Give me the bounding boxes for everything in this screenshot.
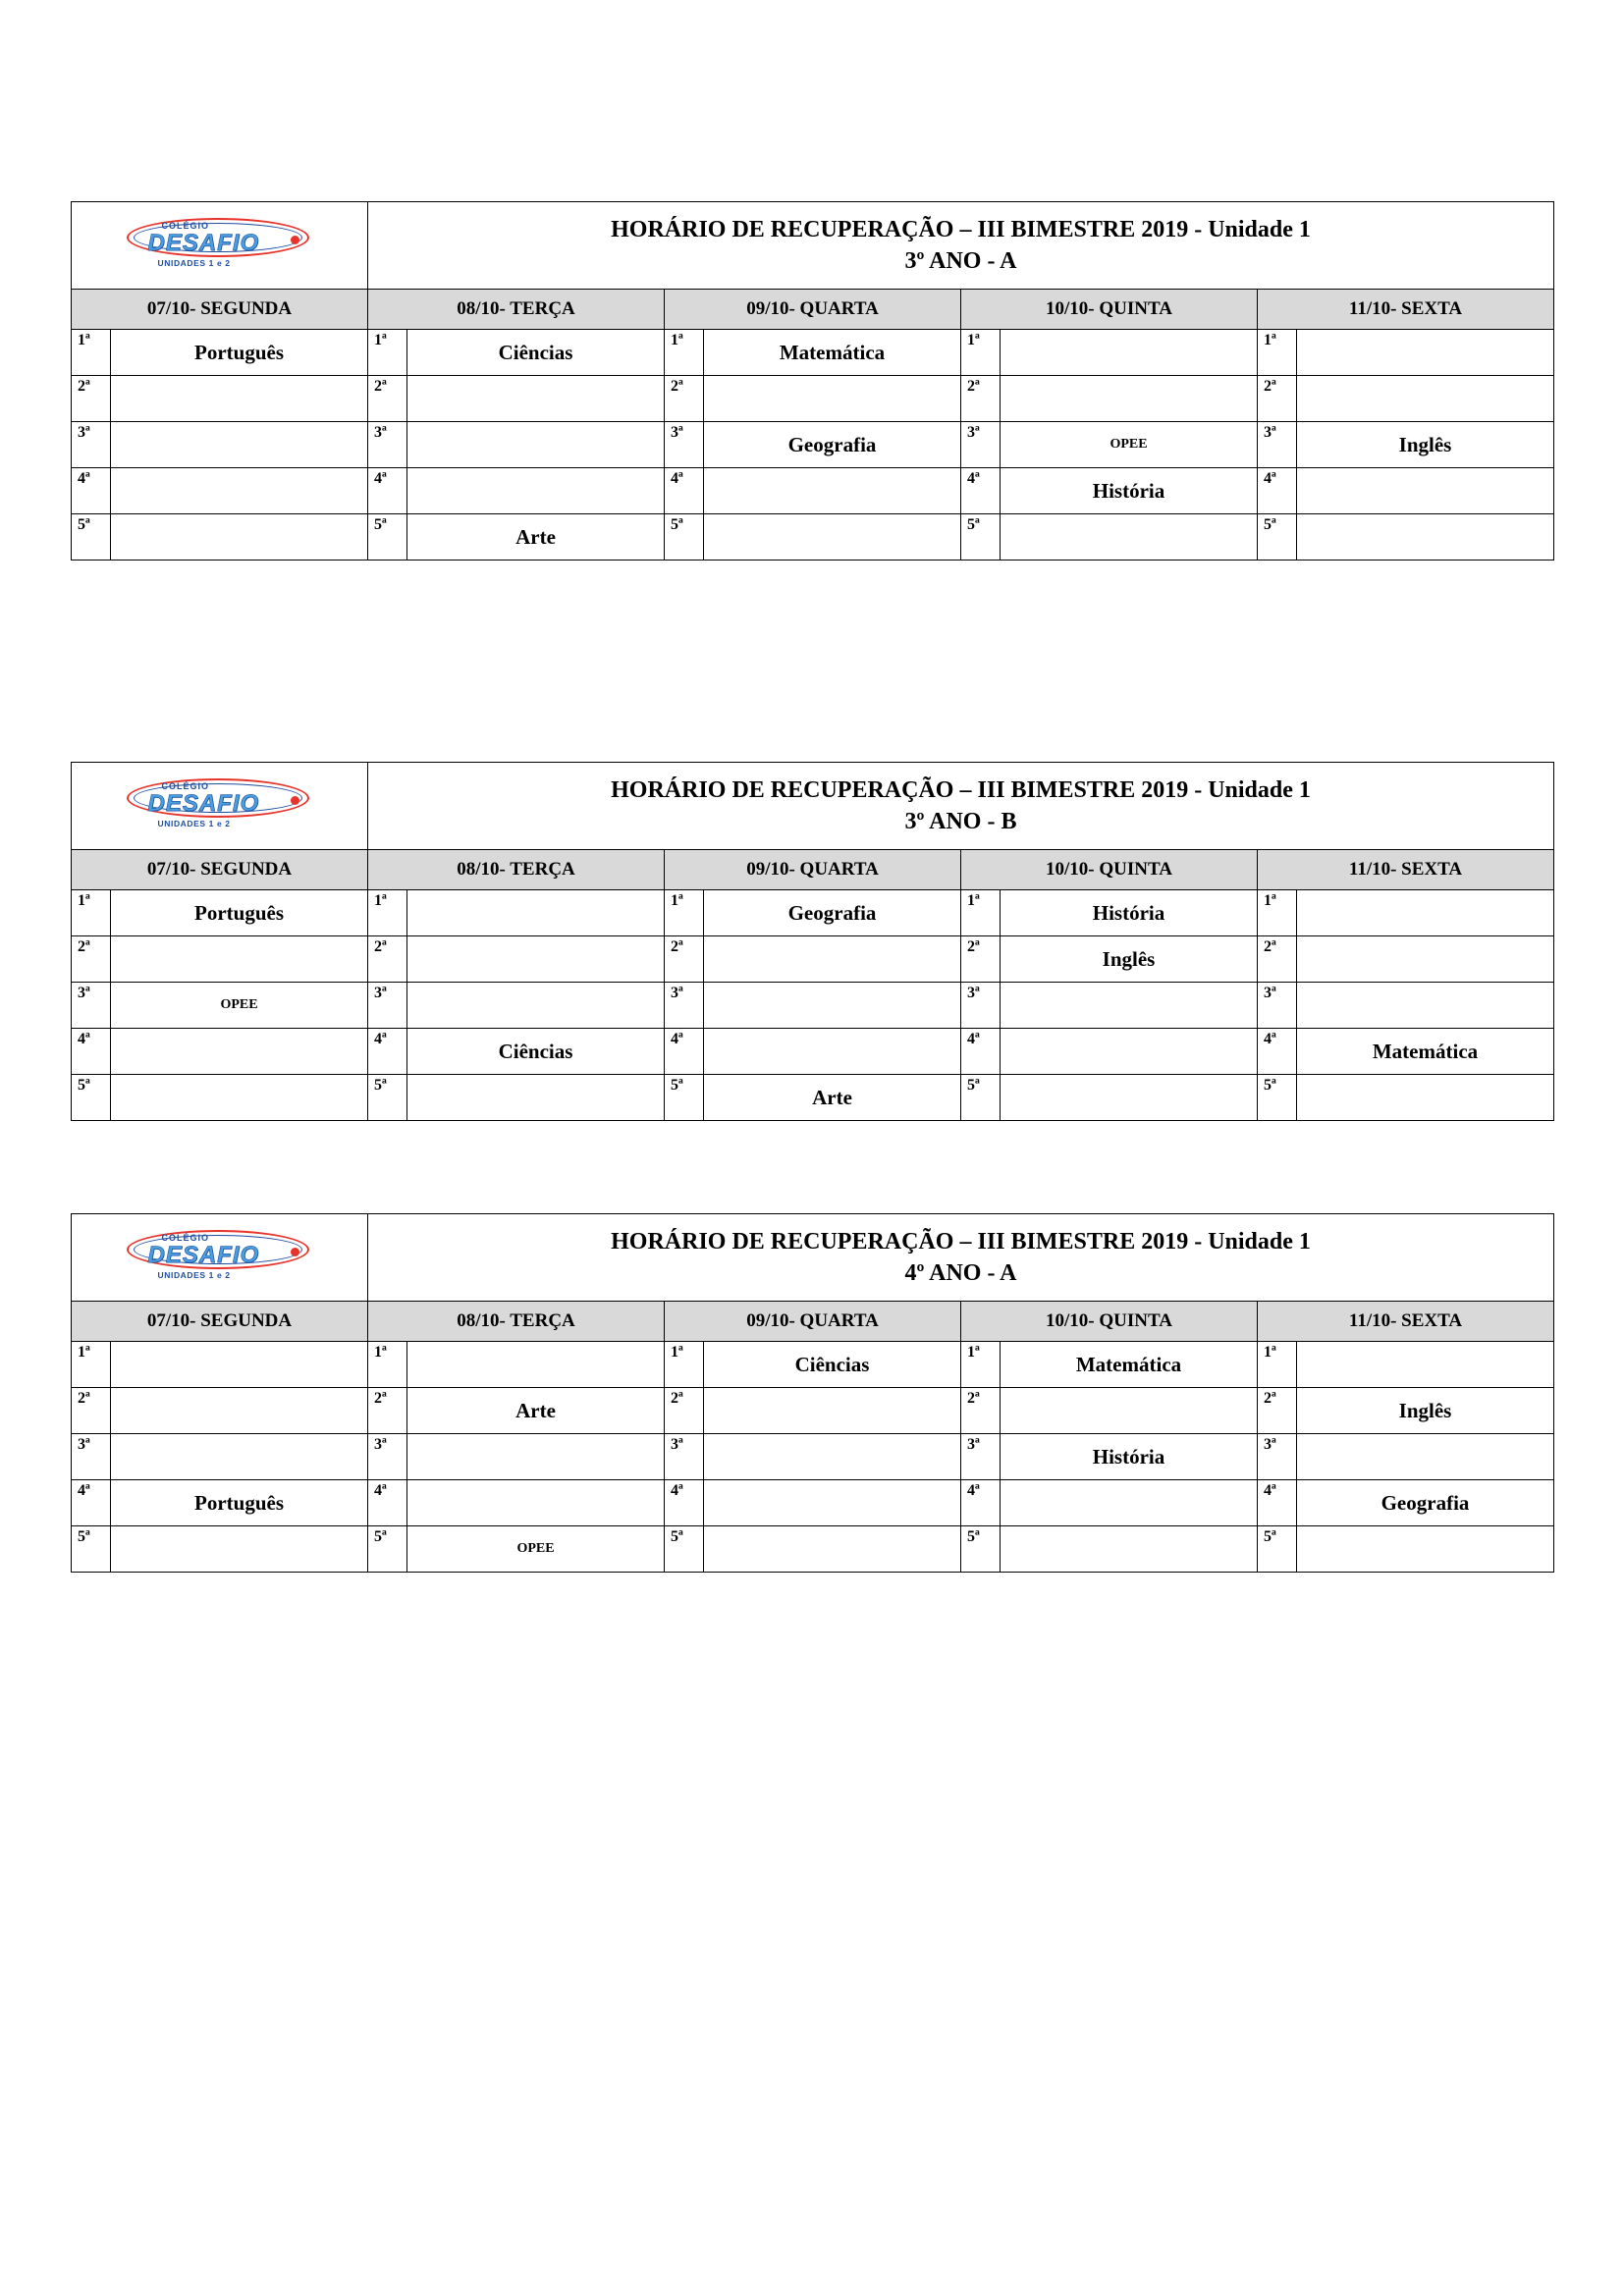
day-header-wednesday: 09/10- QUARTA <box>665 850 961 890</box>
subject-cell <box>704 1388 961 1434</box>
subject-cell <box>407 1434 665 1480</box>
title-line-2: 3º ANO - B <box>904 809 1017 834</box>
slot-label: 1ª <box>368 890 407 936</box>
table-title-row <box>72 202 1554 290</box>
subject-cell: Arte <box>407 1388 665 1434</box>
subject-cell: Matemática <box>1001 1342 1258 1388</box>
slot-label: 4ª <box>72 468 111 514</box>
slot-label: 1ª <box>72 1342 111 1388</box>
table-row <box>72 468 1554 514</box>
subject-cell <box>1297 1526 1554 1573</box>
table-row <box>72 330 1554 376</box>
subject-cell <box>1297 1342 1554 1388</box>
slot-label: 4ª <box>665 1029 704 1075</box>
title-line-1: HORÁRIO DE RECUPERAÇÃO – III BIMESTRE 2019 - Unidade 1 <box>611 776 1311 803</box>
school-logo <box>72 763 368 850</box>
slot-label: 3ª <box>1258 983 1297 1029</box>
slot-label: 1ª <box>665 330 704 376</box>
slot-label: 3ª <box>1258 422 1297 468</box>
slot-label: 1ª <box>665 1342 704 1388</box>
subject-cell <box>704 1434 961 1480</box>
subject-cell: Português <box>111 890 368 936</box>
slot-label: 1ª <box>961 330 1001 376</box>
table-row <box>72 1480 1554 1526</box>
page-title <box>368 1214 1554 1302</box>
subject-cell <box>111 936 368 983</box>
slot-label: 5ª <box>961 1075 1001 1121</box>
slot-label: 5ª <box>368 1526 407 1573</box>
slot-label: 5ª <box>368 1075 407 1121</box>
subject-cell: OPEE <box>407 1526 665 1573</box>
slot-label: 3ª <box>961 1434 1001 1480</box>
slot-label: 5ª <box>1258 1526 1297 1573</box>
slot-label: 4ª <box>961 1029 1001 1075</box>
day-header-thursday: 10/10- QUINTA <box>961 290 1258 330</box>
subject-cell <box>111 1388 368 1434</box>
subject-cell: Matemática <box>1297 1029 1554 1075</box>
slot-label: 4ª <box>1258 468 1297 514</box>
subject-cell <box>704 983 961 1029</box>
subject-cell: Inglês <box>1297 422 1554 468</box>
subject-cell <box>407 1480 665 1526</box>
subject-cell <box>407 890 665 936</box>
subject-cell <box>1001 514 1258 561</box>
logo-dot-icon <box>291 796 299 805</box>
subject-cell <box>1001 1075 1258 1121</box>
day-header-monday: 07/10- SEGUNDA <box>72 290 368 330</box>
subject-cell: Geografia <box>1297 1480 1554 1526</box>
logo-dot-icon <box>291 236 299 244</box>
slot-label: 1ª <box>368 1342 407 1388</box>
slot-label: 3ª <box>368 1434 407 1480</box>
logo-colegio-text: COLÉGIO <box>161 1232 210 1243</box>
subject-cell <box>111 514 368 561</box>
slot-label: 1ª <box>1258 890 1297 936</box>
slot-label: 5ª <box>665 514 704 561</box>
subject-cell <box>1001 1526 1258 1573</box>
subject-cell <box>407 936 665 983</box>
table-row <box>72 1342 1554 1388</box>
subject-cell <box>1001 1480 1258 1526</box>
day-header-friday: 11/10- SEXTA <box>1258 850 1554 890</box>
slot-label: 2ª <box>368 936 407 983</box>
logo-unidades-text: UNIDADES 1 e 2 <box>157 1269 231 1280</box>
day-header-friday: 11/10- SEXTA <box>1258 1302 1554 1342</box>
slot-label: 2ª <box>961 1388 1001 1434</box>
subject-cell <box>1001 376 1258 422</box>
slot-label: 3ª <box>961 983 1001 1029</box>
logo-desafio-text: DESAFIO <box>147 229 260 256</box>
table-row <box>72 936 1554 983</box>
day-header-thursday: 10/10- QUINTA <box>961 1302 1258 1342</box>
slot-label: 2ª <box>665 936 704 983</box>
subject-cell <box>704 1029 961 1075</box>
subject-cell: Inglês <box>1001 936 1258 983</box>
subject-cell: Geografia <box>704 422 961 468</box>
subject-cell: Matemática <box>704 330 961 376</box>
slot-label: 1ª <box>665 890 704 936</box>
subject-cell <box>1001 330 1258 376</box>
subject-cell <box>1297 1434 1554 1480</box>
day-header-row <box>72 1302 1554 1342</box>
slot-label: 5ª <box>961 514 1001 561</box>
table-row <box>72 1434 1554 1480</box>
slot-label: 3ª <box>665 1434 704 1480</box>
day-header-tuesday: 08/10- TERÇA <box>368 1302 665 1342</box>
slot-label: 3ª <box>961 422 1001 468</box>
table-row <box>72 1388 1554 1434</box>
day-header-monday: 07/10- SEGUNDA <box>72 1302 368 1342</box>
logo-colegio-text: COLÉGIO <box>161 220 210 231</box>
subject-cell <box>1297 890 1554 936</box>
school-logo <box>72 202 368 290</box>
logo-desafio-text: DESAFIO <box>147 789 260 817</box>
subject-cell: Português <box>111 1480 368 1526</box>
schedule-table <box>71 762 1554 1121</box>
subject-cell <box>1297 468 1554 514</box>
slot-label: 4ª <box>368 1029 407 1075</box>
slot-label: 1ª <box>1258 1342 1297 1388</box>
subject-cell <box>704 514 961 561</box>
slot-label: 3ª <box>72 422 111 468</box>
subject-cell: Ciências <box>407 330 665 376</box>
schedule-block-3ano-b <box>71 762 1553 1121</box>
schedule-table <box>71 1213 1554 1573</box>
subject-cell <box>111 1342 368 1388</box>
slot-label: 4ª <box>1258 1029 1297 1075</box>
title-line-1: HORÁRIO DE RECUPERAÇÃO – III BIMESTRE 2019 - Unidade 1 <box>611 216 1311 242</box>
subject-cell <box>704 468 961 514</box>
subject-cell <box>111 422 368 468</box>
subject-cell <box>407 983 665 1029</box>
subject-cell: Arte <box>407 514 665 561</box>
subject-cell <box>407 376 665 422</box>
slot-label: 5ª <box>72 1075 111 1121</box>
subject-cell <box>407 1342 665 1388</box>
slot-label: 2ª <box>368 1388 407 1434</box>
subject-cell <box>704 936 961 983</box>
slot-label: 4ª <box>72 1480 111 1526</box>
title-line-2: 4º ANO - A <box>904 1260 1017 1286</box>
slot-label: 2ª <box>1258 936 1297 983</box>
subject-cell: Ciências <box>407 1029 665 1075</box>
slot-label: 3ª <box>72 1434 111 1480</box>
page-title <box>368 202 1554 290</box>
subject-cell: OPEE <box>1001 422 1258 468</box>
subject-cell <box>1297 1075 1554 1121</box>
day-header-wednesday: 09/10- QUARTA <box>665 1302 961 1342</box>
slot-label: 4ª <box>961 468 1001 514</box>
day-header-row <box>72 290 1554 330</box>
subject-cell <box>111 468 368 514</box>
subject-cell: História <box>1001 1434 1258 1480</box>
subject-cell: Português <box>111 330 368 376</box>
slot-label: 4ª <box>368 468 407 514</box>
slot-label: 3ª <box>665 422 704 468</box>
slot-label: 2ª <box>961 376 1001 422</box>
table-row <box>72 1075 1554 1121</box>
subject-cell <box>1001 1029 1258 1075</box>
slot-label: 3ª <box>368 422 407 468</box>
table-row <box>72 376 1554 422</box>
slot-label: 1ª <box>368 330 407 376</box>
subject-cell <box>111 1029 368 1075</box>
slot-label: 5ª <box>961 1526 1001 1573</box>
subject-cell <box>1297 936 1554 983</box>
logo-unidades-text: UNIDADES 1 e 2 <box>157 818 231 828</box>
subject-cell <box>704 376 961 422</box>
slot-label: 3ª <box>1258 1434 1297 1480</box>
slot-label: 2ª <box>368 376 407 422</box>
slot-label: 1ª <box>72 330 111 376</box>
slot-label: 1ª <box>72 890 111 936</box>
subject-cell <box>111 1075 368 1121</box>
slot-label: 2ª <box>72 936 111 983</box>
title-line-1: HORÁRIO DE RECUPERAÇÃO – III BIMESTRE 2019 - Unidade 1 <box>611 1228 1311 1255</box>
slot-label: 5ª <box>1258 514 1297 561</box>
day-header-tuesday: 08/10- TERÇA <box>368 850 665 890</box>
subject-cell <box>1001 1388 1258 1434</box>
table-row <box>72 983 1554 1029</box>
slot-label: 1ª <box>1258 330 1297 376</box>
table-title-row <box>72 1214 1554 1302</box>
slot-label: 3ª <box>368 983 407 1029</box>
schedule-block-3ano-a <box>71 201 1553 561</box>
day-header-monday: 07/10- SEGUNDA <box>72 850 368 890</box>
subject-cell: Geografia <box>704 890 961 936</box>
slot-label: 4ª <box>665 1480 704 1526</box>
subject-cell: História <box>1001 468 1258 514</box>
slot-label: 2ª <box>665 1388 704 1434</box>
title-line-2: 3º ANO - A <box>904 248 1017 274</box>
slot-label: 4ª <box>72 1029 111 1075</box>
slot-label: 5ª <box>72 1526 111 1573</box>
slot-label: 2ª <box>72 1388 111 1434</box>
page-title <box>368 763 1554 850</box>
day-header-wednesday: 09/10- QUARTA <box>665 290 961 330</box>
table-row <box>72 1526 1554 1573</box>
slot-label: 4ª <box>665 468 704 514</box>
slot-label: 4ª <box>1258 1480 1297 1526</box>
subject-cell: Arte <box>704 1075 961 1121</box>
slot-label: 2ª <box>961 936 1001 983</box>
slot-label: 4ª <box>961 1480 1001 1526</box>
slot-label: 5ª <box>665 1526 704 1573</box>
logo-desafio-text: DESAFIO <box>147 1241 260 1268</box>
subject-cell: História <box>1001 890 1258 936</box>
logo-colegio-text: COLÉGIO <box>161 780 210 791</box>
day-header-friday: 11/10- SEXTA <box>1258 290 1554 330</box>
subject-cell <box>1297 514 1554 561</box>
school-logo <box>72 1214 368 1302</box>
logo-unidades-text: UNIDADES 1 e 2 <box>157 257 231 268</box>
slot-label: 2ª <box>665 376 704 422</box>
subject-cell: Ciências <box>704 1342 961 1388</box>
slot-label: 1ª <box>961 890 1001 936</box>
slot-label: 3ª <box>72 983 111 1029</box>
subject-cell <box>1297 983 1554 1029</box>
slot-label: 5ª <box>665 1075 704 1121</box>
slot-label: 2ª <box>1258 1388 1297 1434</box>
subject-cell <box>1297 376 1554 422</box>
day-header-thursday: 10/10- QUINTA <box>961 850 1258 890</box>
schedule-table <box>71 201 1554 561</box>
table-row <box>72 890 1554 936</box>
subject-cell <box>111 1526 368 1573</box>
subject-cell <box>111 376 368 422</box>
slot-label: 3ª <box>665 983 704 1029</box>
slot-label: 2ª <box>72 376 111 422</box>
slot-label: 5ª <box>1258 1075 1297 1121</box>
table-row <box>72 422 1554 468</box>
table-row <box>72 514 1554 561</box>
subject-cell <box>704 1526 961 1573</box>
schedule-block-4ano-a <box>71 1213 1553 1573</box>
slot-label: 2ª <box>1258 376 1297 422</box>
subject-cell <box>1001 983 1258 1029</box>
slot-label: 5ª <box>368 514 407 561</box>
subject-cell: OPEE <box>111 983 368 1029</box>
table-row <box>72 1029 1554 1075</box>
logo-dot-icon <box>291 1248 299 1256</box>
table-title-row <box>72 763 1554 850</box>
day-header-tuesday: 08/10- TERÇA <box>368 290 665 330</box>
subject-cell <box>1297 330 1554 376</box>
subject-cell <box>407 422 665 468</box>
subject-cell <box>407 468 665 514</box>
slot-label: 1ª <box>961 1342 1001 1388</box>
subject-cell: Inglês <box>1297 1388 1554 1434</box>
day-header-row <box>72 850 1554 890</box>
slot-label: 4ª <box>368 1480 407 1526</box>
subject-cell <box>407 1075 665 1121</box>
slot-label: 5ª <box>72 514 111 561</box>
subject-cell <box>111 1434 368 1480</box>
subject-cell <box>704 1480 961 1526</box>
